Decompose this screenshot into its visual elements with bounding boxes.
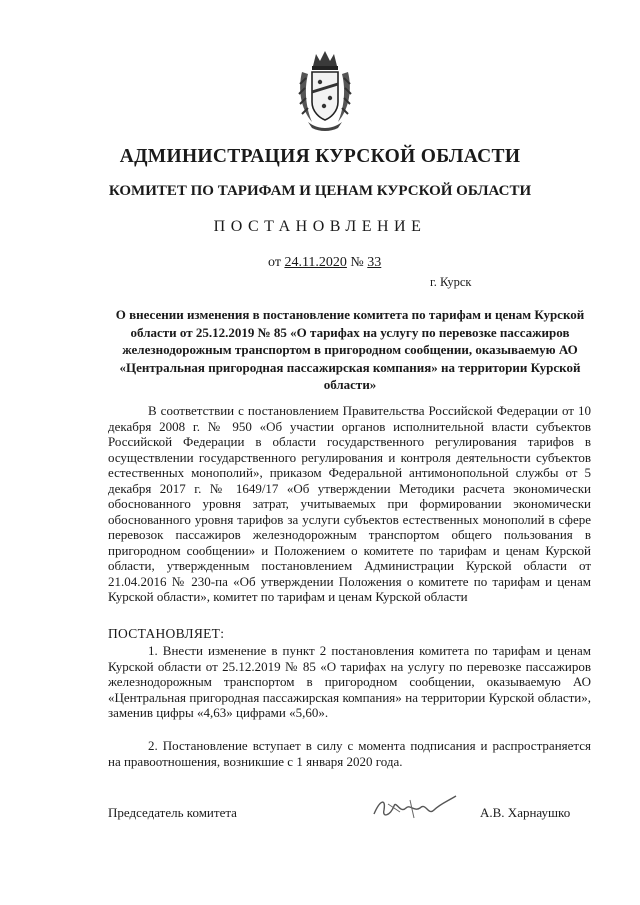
document-number: 33 — [367, 255, 382, 270]
item-2-paragraph: 2. Постановление вступает в силу с момента подписания и распространяется на правоотношения, возникшие с 1 января 2020 года. — [108, 738, 591, 769]
document-title: О внесении изменения в постановление комитета по тарифам и ценам Курской области от 25.12.2019 № 85 «О тарифах на услугу по перевозке пассажиров железнодорожным транспортом в пригородном сообщении, оказываемую АО «Центральная пригородная пассажирская компания» на территории Курской области» — [115, 307, 585, 392]
signatory-name: А.В. Харнаушко — [480, 805, 571, 820]
kursk-coat-of-arms-icon — [296, 48, 354, 132]
date-number-line — [268, 255, 381, 271]
number-prefix: № — [350, 255, 364, 270]
document-type: ПОСТАНОВЛЕНИЕ — [213, 218, 427, 235]
city: г. Курск — [430, 275, 472, 289]
resolves-heading: ПОСТАНОВЛЯЕТ: — [108, 626, 225, 641]
preamble-paragraph: В соответствии с постановлением Правительства Российской Федерации от 10 декабря 2008 г. № 950 «Об участии органов исполнительной власти субъектов Российской Федерации в области государственного регулирования тарифов в осуществлении государственного регулирования и контроля деятельности субъектов естественных монополий», приказом Федеральной антимонопольной службы от 5 декабря 2017 г. № 1649/17 «Об утверждении Методики расчета экономически обоснованного уровня затрат, учитываемых при формировании экономически обоснованного уровня тарифов за услуги субъектов естественных монополий в сфере перевозок пассажиров железнодорожным транспортом общего пользования в пригородном сообщении» и Положением о комитете по тарифам и ценам Курской области, утвержденным постановлением Администрации Курской области от 21.04.2016 № 230-па «Об утверждении Положения о комитете по тарифам и ценам Курской области», комитет по тарифам и ценам Курской области — [108, 403, 591, 604]
date-prefix: от — [268, 255, 281, 270]
committee-name: КОМИТЕТ ПО ТАРИФАМ И ЦЕНАМ КУРСКОЙ ОБЛАСТИ — [108, 183, 532, 199]
signatory-position: Председатель комитета — [108, 805, 237, 820]
organization-name: АДМИНИСТРАЦИЯ КУРСКОЙ ОБЛАСТИ — [119, 146, 521, 167]
handwritten-signature — [370, 790, 460, 824]
document-date: 24.11.2020 — [284, 255, 347, 270]
item-1-paragraph: 1. Внести изменение в пункт 2 постановления комитета по тарифам и ценам Курской области от 25.12.2019 № 85 «О тарифах на услугу по перевозке пассажиров железнодорожным транспортом в пригородном сообщении, оказываемую АО «Центральная пригородная пассажирская компания» на территории Курской области», заменив цифры «4,63» цифрами «5,60». — [108, 643, 591, 720]
